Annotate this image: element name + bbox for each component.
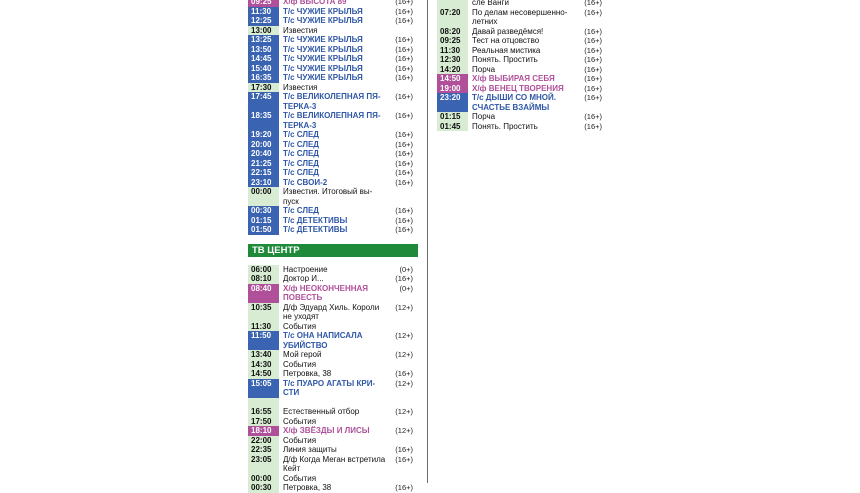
- show-time: 20:40: [248, 149, 279, 159]
- age-rating: (16+): [395, 149, 413, 158]
- schedule-row: [248, 130, 418, 140]
- schedule-row: [248, 379, 418, 398]
- show-time: 23:05: [248, 455, 279, 474]
- show-title: События: [283, 416, 317, 426]
- show-time: 11:50: [248, 331, 279, 350]
- show-title: Т/с ОНА НАПИСАЛА УБИЙСТВО: [283, 331, 363, 350]
- show-title: Т/с СВОИ-2: [283, 177, 328, 187]
- schedule-row: [248, 140, 418, 150]
- show-title: Естественный отбор: [283, 407, 360, 416]
- schedule-row: [248, 274, 418, 284]
- show-title: Порча: [472, 112, 496, 121]
- schedule-row: [437, 8, 607, 27]
- show-title: События: [283, 321, 317, 331]
- schedule-row: [248, 369, 418, 379]
- show-time: 01:15: [248, 216, 279, 226]
- show-time: 17:45: [248, 92, 279, 111]
- show-time: 12:25: [248, 16, 279, 26]
- show-title: Давай разведёмся!: [472, 26, 544, 36]
- age-rating: (16+): [584, 93, 602, 102]
- show-time: 08:10: [248, 274, 279, 284]
- show-time: 11:30: [248, 7, 279, 17]
- show-time: 12:30: [437, 55, 468, 65]
- schedule-row: [248, 206, 418, 216]
- schedule-row: [248, 331, 418, 350]
- schedule-row: [248, 483, 418, 493]
- age-rating: (12+): [395, 331, 413, 340]
- show-time: 18:35: [248, 111, 279, 130]
- schedule-row: [248, 303, 418, 322]
- show-title: Известия. Итоговый вы- пуск: [283, 187, 373, 206]
- show-time: [437, 0, 468, 8]
- schedule-row: [437, 0, 607, 8]
- show-time: 14:30: [248, 360, 279, 370]
- show-time: 01:15: [437, 112, 468, 122]
- show-title: Понять. Простить: [472, 121, 538, 131]
- show-title: Т/с ДЕТЕКТИВЫ: [283, 215, 348, 225]
- schedule-row: [248, 360, 418, 370]
- age-rating: (16+): [395, 215, 413, 225]
- schedule-row: [248, 35, 418, 45]
- show-time: 13:40: [248, 350, 279, 360]
- age-rating: (16+): [395, 454, 413, 464]
- age-rating: (16+): [395, 206, 413, 215]
- schedule-row: [437, 112, 607, 122]
- show-title: Т/с ЧУЖИЕ КРЫЛЬЯ: [283, 6, 363, 16]
- show-title: Х/ф НЕОКОНЧЕННАЯ ПОВЕСТЬ: [283, 283, 369, 302]
- age-rating: (16+): [395, 6, 413, 16]
- show-time: 09:25: [248, 0, 279, 7]
- schedule-row: [248, 168, 418, 178]
- schedule-row: [248, 111, 418, 130]
- age-rating: (16+): [395, 369, 413, 378]
- show-time: 06:00: [248, 265, 279, 275]
- show-title: Т/с СЛЕД: [283, 206, 320, 215]
- schedule-row: [248, 64, 418, 74]
- show-time: 22:00: [248, 436, 279, 446]
- age-rating: (16+): [395, 483, 413, 492]
- left-column: [248, 0, 418, 493]
- show-time: 13:25: [248, 35, 279, 45]
- show-title: Д/ф Когда Меган встретила Кейт: [283, 454, 386, 473]
- show-title: Тест на отцовство: [472, 36, 540, 45]
- schedule-row: [248, 436, 418, 446]
- show-title: События: [283, 359, 317, 369]
- show-time: 20:00: [248, 140, 279, 150]
- schedule-row: [248, 54, 418, 64]
- age-rating: (16+): [395, 54, 413, 63]
- age-rating: (16+): [395, 35, 413, 44]
- age-rating: (16+): [395, 177, 413, 187]
- age-rating: (12+): [395, 350, 413, 359]
- schedule-row: [437, 93, 607, 112]
- age-rating: (16+): [584, 0, 602, 7]
- age-rating: (16+): [395, 168, 413, 177]
- show-title: Т/с ЧУЖИЕ КРЫЛЬЯ: [283, 63, 363, 73]
- schedule-row: [248, 159, 418, 169]
- show-title: Х/ф ВЫСОТА 89: [283, 0, 347, 6]
- show-title: Порча: [472, 64, 496, 74]
- schedule-row: [248, 45, 418, 55]
- age-rating: (16+): [395, 139, 413, 149]
- age-rating: (16+): [395, 92, 413, 101]
- show-time: 14:45: [248, 54, 279, 64]
- show-title: Петровка, 38: [283, 369, 332, 378]
- schedule-row: [437, 46, 607, 56]
- schedule-row: [248, 73, 418, 83]
- show-title: События: [283, 473, 317, 483]
- show-time: 17:50: [248, 417, 279, 427]
- column-divider: [427, 0, 428, 483]
- schedule-row: [248, 178, 418, 188]
- show-time: 01:50: [248, 225, 279, 235]
- schedule-row: [437, 84, 607, 94]
- age-rating: (16+): [395, 445, 413, 454]
- schedule-row: [248, 83, 418, 93]
- show-time: 08:20: [437, 27, 468, 37]
- schedule-row: [437, 27, 607, 37]
- show-title: Т/с СЛЕД: [283, 168, 320, 177]
- age-rating: (16+): [584, 7, 602, 17]
- age-rating: (16+): [395, 63, 413, 73]
- show-time: 01:45: [437, 122, 468, 132]
- show-time: 10:35: [248, 303, 279, 322]
- show-time: 16:55: [248, 407, 279, 417]
- age-rating: (12+): [395, 378, 413, 388]
- age-rating: (16+): [395, 274, 413, 283]
- age-rating: (16+): [584, 74, 602, 83]
- schedule-row: [437, 36, 607, 46]
- schedule-row: [248, 16, 418, 26]
- show-title: Доктор И...: [283, 274, 324, 283]
- age-rating: (16+): [395, 73, 413, 82]
- show-time: 13:50: [248, 45, 279, 55]
- show-title: Мой герой: [283, 350, 322, 359]
- schedule-row: [248, 445, 418, 455]
- age-rating: (16+): [584, 36, 602, 45]
- schedule-row: [248, 474, 418, 484]
- age-rating: (16+): [584, 45, 602, 55]
- age-rating: (16+): [395, 225, 413, 234]
- schedule-row: [437, 122, 607, 132]
- channel-header-tv-center: ТВ ЦЕНТР: [248, 244, 418, 257]
- show-time: 14:20: [437, 65, 468, 75]
- show-title: Т/с ДЫШИ СО МНОЙ. СЧАСТЬЕ ВЗАЙМЫ: [472, 93, 556, 112]
- age-rating: (16+): [395, 16, 413, 25]
- schedule-row: [248, 187, 418, 206]
- show-title: Т/с ПУАРО АГАТЫ КРИ- СТИ: [283, 378, 376, 397]
- show-time: 08:40: [248, 284, 279, 303]
- age-rating: (16+): [584, 26, 602, 36]
- age-rating: (12+): [395, 426, 413, 435]
- show-title: По делам несовершенно- летних: [472, 7, 568, 26]
- channel-5-schedule: [248, 0, 418, 235]
- show-time: 19:20: [248, 130, 279, 140]
- schedule-spacer: [248, 398, 418, 408]
- show-title: Реальная мистика: [472, 45, 541, 55]
- show-time: 15:05: [248, 379, 279, 398]
- show-title: Известия: [283, 82, 318, 92]
- show-time: 00:00: [248, 474, 279, 484]
- schedule-row: [248, 426, 418, 436]
- schedule-row: [248, 225, 418, 235]
- show-title: Т/с ВЕЛИКОЛЕПНАЯ ПЯ- ТЕРКА-3: [283, 92, 381, 111]
- tv-center-schedule: [248, 265, 418, 493]
- show-title: Петровка, 38: [283, 483, 332, 492]
- schedule-row: [437, 74, 607, 84]
- age-rating: (16+): [584, 55, 602, 64]
- schedule-row: [248, 7, 418, 17]
- show-title: Т/с СЛЕД: [283, 130, 320, 139]
- show-title: Т/с ЧУЖИЕ КРЫЛЬЯ: [283, 73, 363, 82]
- schedule-row: [248, 417, 418, 427]
- age-rating: (12+): [395, 302, 413, 312]
- age-rating: (16+): [584, 121, 602, 131]
- age-rating: (16+): [584, 83, 602, 93]
- show-time: 16:35: [248, 73, 279, 83]
- show-time: 00:00: [248, 187, 279, 206]
- show-title: Х/ф ЗВЁЗДЫ И ЛИСЫ: [283, 426, 370, 435]
- schedule-row: [248, 26, 418, 36]
- show-title: Понять. Простить: [472, 55, 538, 64]
- show-title: Т/с ВЕЛИКОЛЕПНАЯ ПЯ- ТЕРКА-3: [283, 111, 381, 130]
- show-time: 14:50: [248, 369, 279, 379]
- show-title: сле Ванги: [472, 0, 509, 7]
- schedule-row: [248, 350, 418, 360]
- show-time: 09:25: [437, 36, 468, 46]
- show-time: 21:25: [248, 159, 279, 169]
- age-rating: (16+): [395, 130, 413, 139]
- show-title: Х/ф ВЕНЕЦ ТВОРЕНИЯ: [472, 83, 564, 93]
- show-time: 13:00: [248, 26, 279, 36]
- right-column: [437, 0, 607, 131]
- schedule-row: [248, 322, 418, 332]
- schedule-row: [248, 407, 418, 417]
- schedule-row: [437, 55, 607, 65]
- show-title: Т/с ЧУЖИЕ КРЫЛЬЯ: [283, 35, 363, 44]
- show-title: Х/ф ВЫБИРАЯ СЕБЯ: [472, 74, 555, 83]
- show-time: 14:50: [437, 74, 468, 84]
- age-rating: (16+): [584, 112, 602, 121]
- show-time: 18:10: [248, 426, 279, 436]
- age-rating: (16+): [395, 0, 413, 6]
- schedule-row: [248, 149, 418, 159]
- show-time: 19:00: [437, 84, 468, 94]
- show-title: Настроение: [283, 264, 328, 274]
- age-rating: (16+): [395, 111, 413, 120]
- show-title: Т/с ДЕТЕКТИВЫ: [283, 225, 348, 234]
- show-time: 11:30: [248, 322, 279, 332]
- show-time: 00:30: [248, 483, 279, 493]
- age-rating: (12+): [395, 407, 413, 416]
- show-title: Известия: [283, 25, 318, 35]
- show-title: Д/ф Эдуард Хиль. Короли не уходят: [283, 302, 380, 321]
- show-time: 23:10: [248, 178, 279, 188]
- show-title: Линия защиты: [283, 445, 337, 454]
- show-title: Т/с ЧУЖИЕ КРЫЛЬЯ: [283, 16, 363, 25]
- age-rating: (16+): [584, 64, 602, 74]
- show-title: События: [283, 435, 317, 445]
- show-title: Т/с ЧУЖИЕ КРЫЛЬЯ: [283, 44, 363, 54]
- age-rating: (16+): [395, 158, 413, 168]
- show-time: 17:30: [248, 83, 279, 93]
- show-time: 11:30: [437, 46, 468, 56]
- age-rating: (16+): [395, 44, 413, 54]
- schedule-row: [248, 265, 418, 275]
- schedule-row: [248, 216, 418, 226]
- schedule-row: [248, 284, 418, 303]
- domashniy-schedule: [437, 0, 607, 131]
- schedule-row: [248, 92, 418, 111]
- show-title: Т/с СЛЕД: [283, 158, 320, 168]
- show-time: 00:30: [248, 206, 279, 216]
- show-title: Т/с СЛЕД: [283, 149, 320, 158]
- show-title: Т/с СЛЕД: [283, 139, 320, 149]
- show-time: 23:20: [437, 93, 468, 112]
- age-rating: (0+): [399, 264, 413, 274]
- show-time: 15:40: [248, 64, 279, 74]
- show-time: 07:20: [437, 8, 468, 27]
- show-time: 22:15: [248, 168, 279, 178]
- schedule-row: [437, 65, 607, 75]
- show-title: Т/с ЧУЖИЕ КРЫЛЬЯ: [283, 54, 363, 63]
- show-time: 22:35: [248, 445, 279, 455]
- schedule-row: [248, 455, 418, 474]
- age-rating: (0+): [399, 283, 413, 293]
